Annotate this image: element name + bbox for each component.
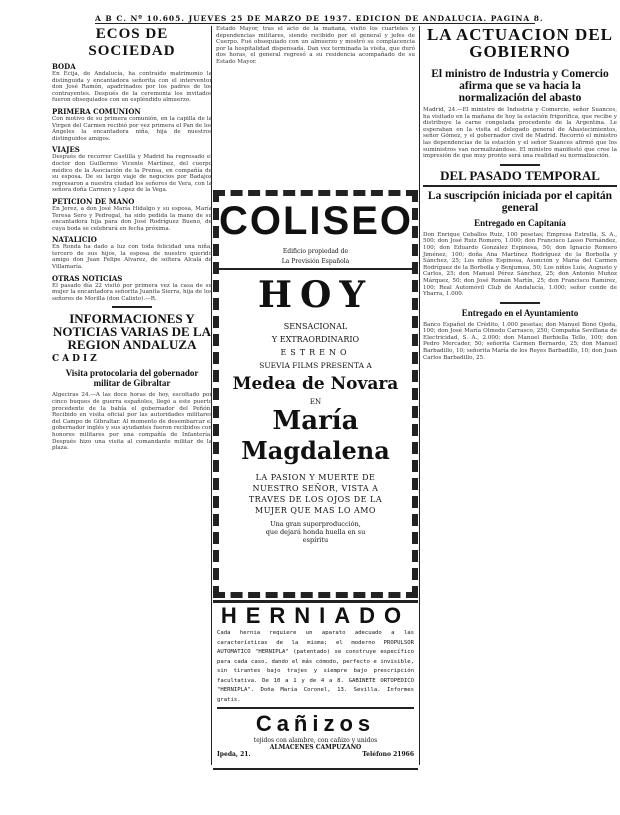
paragraph: Madrid, 24.—El ministro de Industria y Comercio, señor Suances, ha visitado en la mañana de hoy la estación frigorífica, que recibe y distribuye la carne congelada procedente de la Argentina. Le esperaban en la visita el delegado general de Abastecimientos, señor Gómez, y el gobernador civil de Madrid. Recorrió el ministro las dependencias de la estación y el señor Suances afirmó que los suministros van normalizándose. El ministro manifestó que cree la impresión de que muy pronto será una realidad su normalización.	[423, 107, 617, 160]
paragraph: Estado Mayor, tras el acto de la mañana, visitó los cuarteles y dependencias militares, siendo recibido por el general y jefes de Cuerpo. Fué obsequiado con un almuerzo y mostró su complacencia por la hospitalidad dispensada. Dan vez terminada la visita, que duró dos horas, el general regresó a su residencia acompañado de su Estado Mayor.	[216, 26, 415, 65]
ad-line: SUEVIA FILMS PRESENTA A	[259, 361, 372, 370]
coliseo-ad	[213, 190, 418, 598]
ad-contact	[217, 751, 414, 758]
donor-list: Banco Español de Crédito, 1.000 pesetas; don Manuel Bono Ojeda, 100; don José María Olmedo Carrasco, 250; Compañía Sevillana de Electricidad, S. A., 2.000; don Manuel Berbiella Tello, 100; don Pedro Mercader, 50; señorita Carmen Bernardo, 25; don Manuel Barbadillo, 10; señorita María de los Reyes Barbadillo, 10; don Juan Carlos Barbadillo, 25.	[423, 321, 617, 361]
subhead: Entregado en Capitanía	[474, 217, 566, 228]
subhead: OTRAS NOTICIAS	[52, 273, 123, 283]
ad-note: La Previsión Española	[219, 258, 412, 270]
ad-note: Edificio propiedad de	[282, 248, 349, 255]
paragraph: El pasado día 22 visitó por primera vez la casa de su mujer la encantadora señorita Juanita Sierra, hija de los señores de Morilla (don Calixto).—R.	[52, 282, 212, 302]
donor-list: Don Enrique Ceballos Ruiz, 100 pesetas; Empresa Estrella, S. A., 500; don José Ruiz Romero, 1.000; don Francisco Lasso Fernández, 100; don Eduardo González Espinosa, 50; don Ignacio Romero Jiménez, 100; doña Ana Martínez Rodríguez de la Borbolla y Sánchez, 25; Los niños Espinosa, Asunción y María del Carmen Rodríguez de la Borbolla y Benjumea, 50; Los niños Luis, Augusto y Carlos, 25; don Manuel Pérez Sánchez, 25; don Antonio Muñoz Márquez, 50; don José Román Martín, 25; don Francisco Ramírez, 100; Real Automóvil Club de Andalucía, 1.000; señor conde de Ybarra, 1.000.	[423, 231, 617, 298]
paragraph: En Jerez, a don José María Hidalgo y su esposa, María Teresa Sero y Pedregal, ha sido pedida la mano de su encantadora hija para don José Rodríguez Bueno, de cuya boda se celebrará en fecha próxima.	[52, 205, 212, 232]
ad-line: SENSACIONAL	[283, 322, 348, 331]
paragraph: Después de recorrer Castilla y Madrid ha regresado el doctor don Guillermo Vicente Martínez, del cuerpo médico de la Asociación de la Prensa, en compañía de su esposa. De su largo viaje de negocios por Badajoz regresaron a nuestra ciudad los señores de Vera, con la señora doña Carmen y Lopez de la Vega.	[52, 154, 212, 194]
separator	[112, 306, 152, 308]
subhead: NATALICIO	[52, 235, 97, 245]
ad-title: COLISEO	[219, 199, 414, 243]
ad-description: LA PASION Y MUERTE DE NUESTRO SEÑOR, VISTA A TRAVES DE LOS OJOS DE LA MUJER QUE MAS LO AMO	[248, 473, 383, 515]
ad-tagline: Una gran superproducción, que dejará honda huella en su espíritu	[265, 520, 366, 544]
paragraph: Algeciras 24.—A las doce horas de hoy, escoltado por cinco buques de guerra españoles, llegó a este puerto procedente de la bahía el gobernador del Peñón. Recibido en visita oficial por las autoridades militares del Campo de Gibraltar. Al momento de desembarcar el gobernador inglés y sus ayudantes fueron recibidos con honores militares por una compañía de Infantería. Después hizo una visita al comandante militar de la plaza.	[52, 392, 212, 452]
city-heading: CADIZ	[52, 354, 100, 365]
right-column	[420, 26, 620, 364]
ad-line: EN	[309, 398, 322, 406]
subhead: BODA	[52, 62, 76, 71]
ad-film: Magdalena	[241, 436, 390, 465]
subhead: VIAJES	[52, 145, 80, 155]
headline: El ministro de Industria y Comercio afirma que se va hacia la normalización del abasto	[431, 68, 609, 104]
paragraph: Con motivo de su primera comunión, en la capilla de la Virgen del Carmen recibió por vez primera el Pan de los Ángeles la encantadora niña, hija de nuestros distinguidos amigos.	[52, 115, 212, 142]
ad-address: Ipeda, 21.	[217, 751, 251, 758]
paragraph: En Ronda ha dado a luz con toda felicidad una niña, tercero de sus hijos, la esposa de nuestro querido amigo don Juan Felipe Alvarez, de soltera Alcalá de Villamaría.	[52, 244, 212, 271]
separator	[500, 164, 540, 166]
section-title: DEL PASADO TEMPORAL	[423, 170, 617, 187]
paragraph: En Écija, de Andalucía, ha contraído matrimonio la distinguida y encantadora señorita con el interventor don José Ramón, apadrinados por los padres de los contrayentes. Después de la ceremonia los invitados fueron obsequiados con un espléndido almuerzo.	[52, 71, 212, 104]
ad-film: María	[272, 406, 359, 436]
ad-line: Y EXTRAORDINARIO	[271, 335, 360, 344]
ad-shop: ALMACENES CAMPUZANO	[269, 744, 362, 751]
subhead: PRIMERA COMUNION	[52, 106, 141, 116]
subhead: PETICION DE MANO	[52, 196, 135, 206]
ad-text: Cada hernia requiere un aparato adecuado a las características de la misma; el moderno PROPULSOR AUTOMATICO "HERNIPLA" (patentado) se construye específico para cada caso, dando el más cómodo, perfecto e invisible, sin tirantes bajo trajes y siempre bajo prescripción facultativa. De 10 a 1 y de 4 a 8. GABINETE ORTOPEDICO "HERNIPLA". Doña María Coronel, 13. Sevilla. Informes gratis.	[217, 629, 414, 709]
ad-phone: Teléfono 21966	[362, 751, 414, 758]
section-title: LA ACTUACION DEL GOBIERNO	[426, 26, 614, 61]
scan-margin	[0, 0, 50, 815]
ad-today: HOY	[257, 274, 374, 316]
headline: La suscripción iniciada por el capitán general	[427, 189, 613, 214]
article-title: Visita protocolaria del gobernador militar de Gibraltar	[65, 368, 199, 389]
ad-star: Medea de Novara	[232, 374, 399, 394]
ad-title: HERNIADO	[220, 603, 411, 628]
section-title: ECOS DE SOCIEDAD	[88, 26, 176, 59]
running-head: A B C. Nº 10.605. JUEVES 25 DE MARZO DE 1937. EDICION DE ANDALUCIA. PAGINA 8.	[95, 14, 544, 23]
left-column	[52, 26, 212, 455]
herniado-ad	[213, 600, 418, 770]
section-title: INFORMACIONES Y NOTICIAS VARIAS DE LA REGION ANDALUZA	[52, 311, 212, 353]
ad-text: tejidos con alambre, con cañizo y unidos	[253, 737, 378, 744]
ad-line: ESTRENO	[280, 348, 351, 357]
separator	[500, 302, 540, 304]
middle-top-article	[213, 26, 418, 186]
subhead: Entregado en el Ayuntamiento	[461, 307, 579, 318]
ad-title: Cañizos	[255, 711, 376, 736]
